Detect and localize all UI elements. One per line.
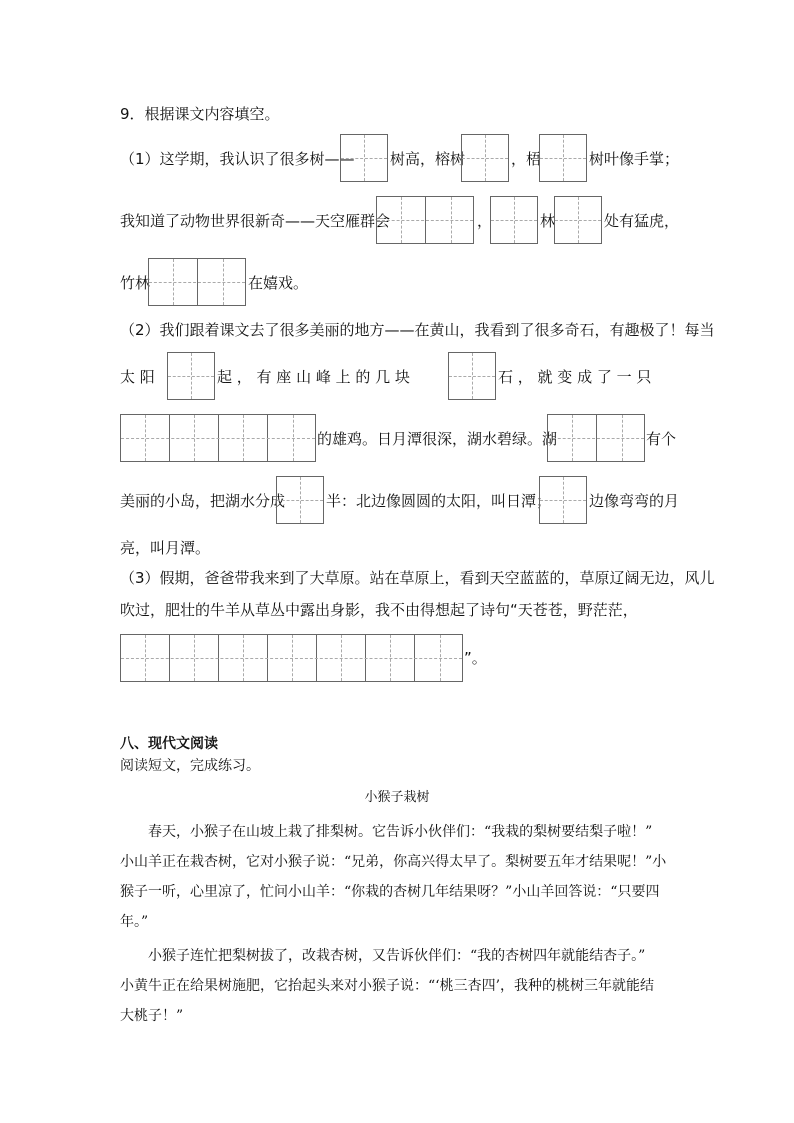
- story-line: 大桃子！”: [120, 1008, 184, 1024]
- story-line: 小猴子连忙把梨树拔了，改栽杏树，又告诉伙伴们：“我的杏树四年就能结杏子。”: [148, 948, 646, 964]
- story-title: 小猴子栽树: [364, 790, 430, 805]
- story-line: 小黄牛正在给果树施肥，它抬起头来对小猴子说：“‘桃三杏四’，我种的桃树三年就能结: [120, 978, 655, 994]
- story-line: 年。”: [120, 914, 149, 930]
- q9-3-text-3: ”。: [464, 649, 487, 667]
- question-9-title: 9．根据课文内容填空。: [120, 105, 280, 123]
- q9-2-text-4: 石 ， 就 变 成 了 一 只: [498, 368, 652, 386]
- story-line: 小山羊正在栽杏树，它对小猴子说：“兄弟，你高兴得太早了。梨树要五年才结果呢！”小: [120, 854, 667, 870]
- answer-box-8[interactable]: [167, 352, 215, 400]
- q9-1-text-4: 树叶像手掌；: [589, 150, 680, 168]
- answer-box-13[interactable]: [539, 476, 587, 524]
- q9-1-text-1: （1）这学期，我认识了很多树——: [120, 150, 355, 168]
- q9-2-text-6: 有个: [646, 430, 677, 448]
- q9-1-text-6: ，: [477, 212, 493, 230]
- q9-2-text-9: 边像弯弯的月: [589, 492, 680, 510]
- q9-1-text-5: 我知道了动物世界很新奇——天空雁群会: [120, 212, 391, 230]
- q9-1-text-9: 竹林: [120, 274, 151, 292]
- answer-box-11[interactable]: [547, 414, 645, 462]
- story-line: 春天，小猴子在山坡上栽了排梨树。它告诉小伙伴们：“我栽的梨树要结梨子啦！”: [148, 824, 653, 840]
- q9-3-text-2: 吹过，肥壮的牛羊从草丛中露出身影，我不由得想起了诗句“天苍苍，野茫茫，: [120, 601, 638, 619]
- section-8-instruction: 阅读短文，完成练习。: [120, 758, 260, 774]
- answer-box-12[interactable]: [276, 476, 324, 524]
- q9-1-text-3: ，梧: [511, 150, 542, 168]
- answer-box-1[interactable]: [340, 134, 388, 182]
- q9-2-text-5: 的雄鸡。日月潭很深，湖水碧绿。湖: [317, 430, 558, 448]
- q9-2-text-1: （2）我们跟着课文去了很多美丽的地方——在黄山，我看到了很多奇石，有趣极了！每当: [120, 321, 715, 339]
- answer-box-10[interactable]: [120, 414, 316, 462]
- q9-1-text-8: 处有猛虎，: [604, 212, 680, 230]
- answer-box-7[interactable]: [148, 258, 246, 306]
- q9-2-text-8: 半：北边像圆圆的太阳，叫日潭；: [326, 492, 552, 510]
- answer-box-4[interactable]: [376, 196, 474, 244]
- q9-2-text-2: 太 阳: [120, 368, 155, 386]
- q9-2-text-3: 起 ， 有 座 山 峰 上 的 几 块: [217, 368, 410, 386]
- story-line: 猴子一听，心里凉了，忙问小山羊：“你栽的杏树几年结果呀？”小山羊回答说：“只要四: [120, 884, 660, 900]
- q9-2-text-10: 亮，叫月潭。: [120, 539, 211, 557]
- answer-box-5[interactable]: [490, 196, 538, 244]
- q9-3-text-1: （3）假期，爸爸带我来到了大草原。站在草原上，看到天空蓝蓝的，草原辽阔无边，风儿: [120, 569, 715, 587]
- answer-box-14[interactable]: [120, 634, 463, 682]
- q9-2-text-7: 美丽的小岛，把湖水分成: [120, 492, 286, 510]
- q9-1-text-7: 林: [540, 212, 556, 230]
- answer-box-2[interactable]: [461, 134, 509, 182]
- q9-1-text-2: 树高，榕树: [390, 150, 466, 168]
- section-8-heading: 八、现代文阅读: [120, 736, 218, 752]
- q9-1-text-10: 在嬉戏。: [248, 274, 309, 292]
- answer-box-6[interactable]: [554, 196, 602, 244]
- answer-box-9[interactable]: [448, 352, 496, 400]
- answer-box-3[interactable]: [539, 134, 587, 182]
